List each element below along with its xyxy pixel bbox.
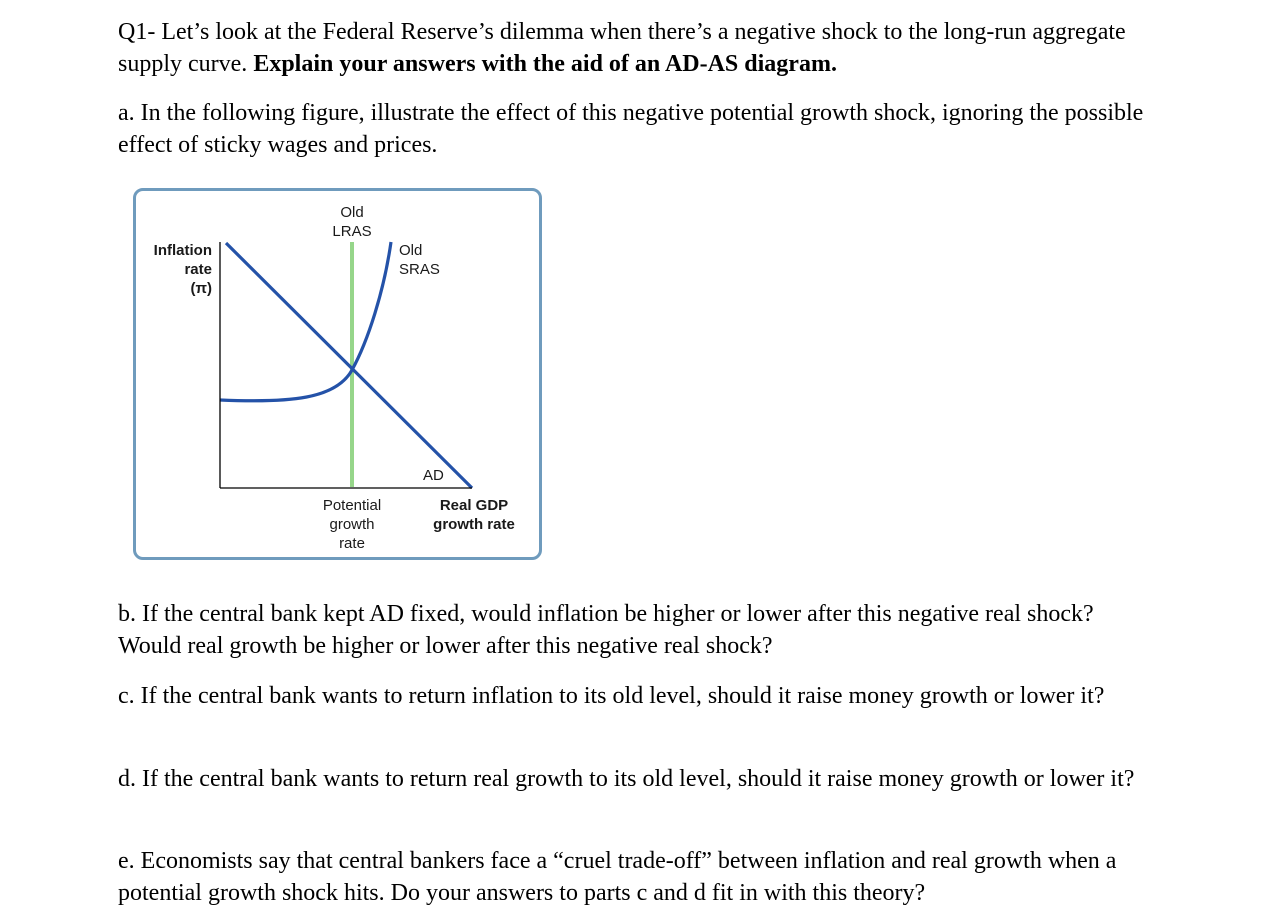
old-sras-label: Old SRAS: [399, 242, 440, 278]
ad-as-figure: [133, 188, 542, 560]
potential-growth-label: Potential growth rate: [322, 497, 382, 552]
question-intro-bold: Explain your answers with the aid of an AD-AS diagram.: [253, 51, 837, 77]
y-axis-label: Inflation rate (π): [153, 242, 212, 297]
ad-line: [226, 243, 472, 488]
question-part-b: b. If the central bank kept AD fixed, would inflation be higher or lower after this negative real shock? Would real growth be higher or lower after this negative real shock?: [118, 601, 1094, 659]
old-lras-label: Old LRAS: [332, 204, 372, 240]
x-axis-label: Real GDP growth rate: [433, 497, 515, 533]
question-part-d: d. If the central bank wants to return real growth to its old level, should it raise money growth or lower it?: [118, 766, 1135, 792]
question-intro-text: Q1- Let’s look at the Federal Reserve’s dilemma when there’s a negative shock to the long-run aggregate supply curve.: [118, 19, 1126, 77]
question-part-a: a. In the following figure, illustrate the effect of this negative potential growth shock, ignoring the possible effect of sticky wages and prices.: [118, 100, 1144, 158]
ad-label: AD: [423, 467, 444, 484]
question-part-e: e. Economists say that central bankers face a “cruel trade-off” between inflation and real growth when a potential growth shock hits. Do your answers to parts c and d fit in with this theory?: [118, 848, 1117, 906]
question-intro: [118, 16, 1158, 80]
question-part-c: c. If the central bank wants to return inflation to its old level, should it raise money growth or lower it?: [118, 683, 1105, 709]
